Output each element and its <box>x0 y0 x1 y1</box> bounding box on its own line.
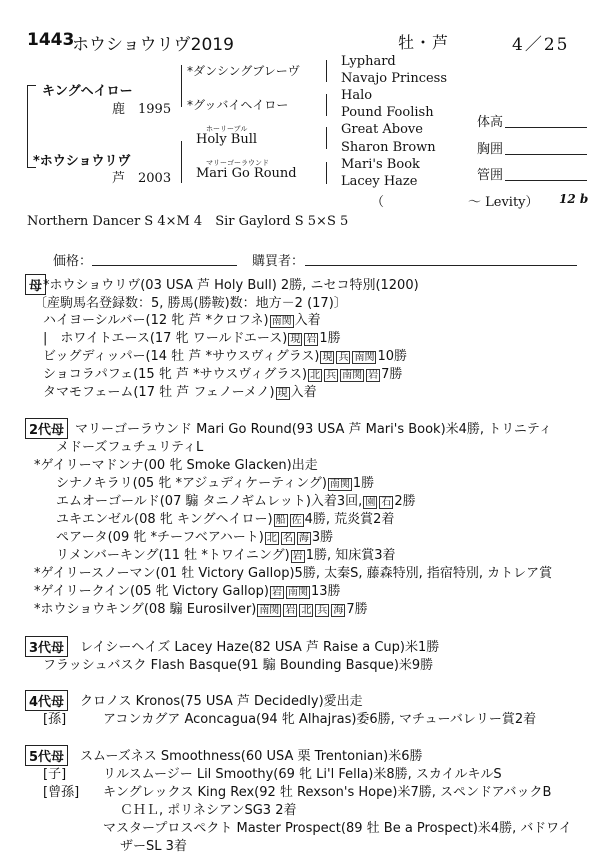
g2-line: *ゲイリーマドンナ(00 牝 Smoke Glacken)出走 <box>34 458 318 473</box>
buyer-field[interactable] <box>305 265 577 266</box>
g3-ancestor: Great Above <box>341 122 423 137</box>
section-tag: 2代母 <box>25 418 68 439</box>
extra-close: 〜 Levity） <box>468 195 539 210</box>
price-field[interactable] <box>92 265 237 266</box>
sire-sire: *ダンシングブレーヴ <box>187 64 300 78</box>
dam-sire-kana: ホーリーブル <box>206 125 248 133</box>
horse-name: ホウショウリヴ2019 <box>72 35 234 55</box>
g3-ancestor: Halo <box>341 88 373 103</box>
lot-number: 1443 <box>27 30 75 50</box>
inbreeding: Northern Dancer S 4×M 4 Sir Gaylord S 5×S 5 <box>27 214 349 229</box>
dam-sire: Holy Bull <box>196 132 258 147</box>
g5-line: マスタープロスペクト Master Prospect(89 牡 Be a Prospect)米4勝, バドワイ <box>103 821 572 836</box>
section-tag: 3代母 <box>25 636 68 657</box>
section-tag: 4代母 <box>25 690 68 711</box>
g3-ancestor: Pound Foolish <box>341 105 434 120</box>
g5-line: リルスムージー Lil Smoothy(69 牝 Li'l Fella)米8勝, スカイルキルS <box>103 767 502 782</box>
g2-line: メドーズフュチュリティL <box>43 440 204 455</box>
dam-name: *ホウショウリヴ <box>33 154 131 169</box>
foal-row: | ホワイトエース(17 牝 ワールドエース) 現 岩 1勝 <box>43 331 341 346</box>
g2-line: マリーゴーラウンド Mari Go Round(93 USA 芦 Mari's Book)米4勝, トリニティ <box>75 422 552 437</box>
g3-line: レイシーヘイズ Lacey Haze(82 USA 芦 Raise a Cup)米1勝 <box>80 640 440 655</box>
g2-line: *ゲイリースノーマン(01 牡 Victory Gallop)5勝, 太秦S, 藤森特別, 指宿特別, カトレア賞 <box>34 566 553 581</box>
birth-date: 4／25 <box>512 35 570 55</box>
g3-ancestor: Lacey Haze <box>341 174 418 189</box>
g2-row: リメンバーキング(11 牡 *トワイニング) 岩 1勝, 知床賞3着 <box>43 548 396 563</box>
chest-field[interactable] <box>505 154 587 155</box>
section-tag: 5代母 <box>25 745 68 766</box>
g2-row: *ゲイリークイン(05 牝 Victory Gallop) 岩 南関 13勝 <box>34 584 341 599</box>
g5-line: スムーズネス Smoothness(60 USA 栗 Trentonian)米6勝 <box>80 749 423 764</box>
g2-row: *ホウショウキング(08 騸 Eurosilver) 南関 岩 北 兵 海 7勝 <box>34 602 368 617</box>
section-tag: 母 <box>25 274 46 295</box>
dam-line: 〔産駒馬名登録数：5, 勝馬(勝鞍)数：地方－2 (17)〕 <box>34 296 347 311</box>
cannon-field[interactable] <box>505 180 587 181</box>
height-field[interactable] <box>505 127 587 128</box>
height-label: 体高 <box>477 115 504 130</box>
dam-dam-kana: マリーゴーラウンド <box>206 159 269 167</box>
foal-row: ビッグディッパー(14 牡 芦 *サウスヴィグラス) 現 兵 南関 10勝 <box>43 349 408 364</box>
g3-ancestor: Sharon Brown <box>341 140 436 155</box>
price-label: 価格： <box>53 254 93 269</box>
sire-color-year: 鹿 1995 <box>112 102 172 117</box>
foal-row: タマモフェーム(17 牡 芦 フェノーメノ) 現 入着 <box>43 385 317 400</box>
g2-row: エムオーゴールド(07 騸 タニノギムレット)入着3回, 園 石 2勝 <box>43 494 416 509</box>
g2-row: シナノキラリ(05 牝 *アジュディケーティング) 南関 1勝 <box>43 476 375 491</box>
g3-ancestor: Mari's Book <box>341 157 420 172</box>
dam-color-year: 芦 2003 <box>112 171 172 186</box>
g3-ancestor: Lyphard <box>341 54 396 69</box>
relation-label: [曾孫] <box>43 785 80 800</box>
g2-row: ペアータ(09 牝 *チーフベアハート) 北 名 海 3勝 <box>43 530 334 545</box>
buyer-label: 購買者： <box>252 254 305 269</box>
extra-open: （ <box>371 195 385 210</box>
relation-label: [子] <box>43 767 67 782</box>
g4-line: クロノス Kronos(75 USA 芦 Decidedly)愛出走 <box>80 694 363 709</box>
cannon-label: 管囲 <box>477 168 504 183</box>
g3-ancestor: Navajo Princess <box>341 71 448 86</box>
g5-line: キングレックス King Rex(92 牡 Rexson's Hope)米7勝, スペンドアバックB <box>103 785 552 800</box>
dam-line: *ホウショウリヴ(03 USA 芦 Holy Bull) 2勝, ニセコ特別(1200) <box>43 278 419 293</box>
foal-row: ハイヨーシルバー(12 牝 芦 *クロフネ) 南関 入着 <box>43 313 321 328</box>
g2-row: ユキエンゼル(08 牝 キングヘイロー) 船 佐 4勝, 荒炎賞2着 <box>43 512 395 527</box>
g4-line: アコンカグア Aconcagua(94 牝 Alhajras)委6勝, マチューバレリー賞2着 <box>103 712 537 727</box>
chest-label: 胸囲 <box>477 142 504 157</box>
sex-color: 牡・芦 <box>398 33 450 52</box>
foal-row: ショコラパフェ(15 牝 芦 *サウスヴィグラス) 北 兵 南関 岩 7勝 <box>43 367 403 382</box>
sire-dam: *グッバイヘイロー <box>187 98 289 112</box>
g5-line: ザーSL 3着 <box>120 839 187 854</box>
g5-line: ＣＨＬ, ポリネシアンSG3 2着 <box>120 803 297 818</box>
dam-dam: Mari Go Round <box>196 166 297 181</box>
relation-label: [孫] <box>43 712 67 727</box>
weight: 12 b <box>559 192 589 206</box>
sire-name: キングヘイロー <box>42 84 133 99</box>
g3-line: フラッシュバスク Flash Basque(91 騸 Bounding Basque)米9勝 <box>43 658 434 673</box>
